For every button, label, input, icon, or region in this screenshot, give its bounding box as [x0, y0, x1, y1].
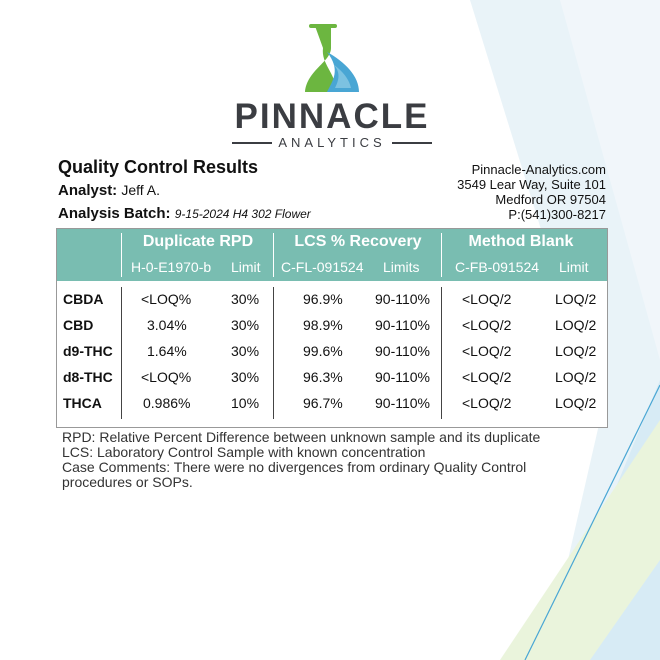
analyst-line — [58, 182, 160, 199]
group-code-lcs: C-FL-091524 — [281, 259, 364, 275]
analyte-name: CBD — [63, 317, 94, 333]
blank-limit: LOQ/2 — [555, 369, 597, 385]
analyst-label: Analyst: — [58, 182, 118, 199]
analyte-name: THCA — [63, 395, 102, 411]
group-title-blank: Method Blank — [468, 233, 574, 250]
blank-limit: LOQ/2 — [555, 395, 597, 411]
website-link[interactable]: Pinnacle-Analytics.com — [471, 162, 606, 177]
divider — [392, 142, 432, 144]
table-row — [57, 339, 607, 365]
group-code-rpd: H-0-E1970-b — [131, 259, 212, 275]
brand-name: PINNACLE — [234, 97, 430, 136]
table-row — [57, 287, 607, 313]
rpd-value: 0.986% — [143, 395, 191, 411]
note-rpd: RPD: Relative Percent Difference between unknown sample and its duplicate — [62, 429, 541, 445]
table-row — [57, 391, 607, 417]
brand-subtitle: ANALYTICS — [278, 135, 386, 150]
street-address: 3549 Lear Way, Suite 101 — [457, 177, 606, 192]
blank-limit: LOQ/2 — [555, 343, 597, 359]
divider — [121, 233, 122, 277]
group-title-rpd: Duplicate RPD — [142, 233, 254, 250]
rpd-limit: 30% — [231, 343, 260, 359]
batch-value: 9-15-2024 H4 302 Flower — [174, 207, 311, 221]
divider — [232, 142, 272, 144]
rpd-limit: 30% — [231, 291, 260, 307]
rpd-limit: 30% — [231, 369, 260, 385]
rpd-limit: 10% — [231, 395, 260, 411]
lcs-limit: 90-110% — [375, 343, 431, 359]
blank-limit: LOQ/2 — [555, 291, 597, 307]
lcs-limit: 90-110% — [375, 395, 431, 411]
group-limit-rpd: Limit — [231, 259, 261, 275]
group-code-blank: C-FB-091524 — [455, 259, 540, 275]
lcs-limit: 90-110% — [375, 317, 431, 333]
phone-number: P:(541)300-8217 — [508, 207, 606, 222]
blank-value: <LOQ/2 — [462, 291, 512, 307]
rpd-limit: 30% — [231, 317, 260, 333]
divider — [273, 233, 274, 277]
batch-label: Analysis Batch: — [58, 205, 171, 222]
lcs-value: 98.9% — [303, 317, 343, 333]
report-title: Quality Control Results — [58, 157, 259, 177]
lcs-limit: 90-110% — [375, 291, 431, 307]
footnotes — [62, 430, 592, 490]
flask-icon — [297, 22, 367, 97]
analyte-name: d9-THC — [63, 343, 113, 359]
brand-subtitle-row — [232, 135, 432, 150]
group-title-lcs: LCS % Recovery — [294, 233, 422, 250]
rpd-value: 1.64% — [147, 343, 187, 359]
table-row — [57, 365, 607, 391]
table-row — [57, 313, 607, 339]
analyst-value: Jeff A. — [121, 182, 161, 198]
lcs-value: 96.7% — [303, 395, 343, 411]
qc-results-table — [56, 228, 608, 428]
lcs-value: 96.9% — [303, 291, 343, 307]
blank-value: <LOQ/2 — [462, 317, 512, 333]
logo — [232, 22, 432, 150]
blank-value: <LOQ/2 — [462, 369, 512, 385]
rpd-value: <LOQ% — [141, 291, 192, 307]
analyte-name: d8-THC — [63, 369, 113, 385]
note-comments: Case Comments: There were no divergences from ordinary Quality Control procedures or SOPs. — [62, 459, 527, 490]
contact-block — [457, 162, 606, 222]
group-limit-blank: Limit — [559, 259, 589, 275]
blank-limit: LOQ/2 — [555, 317, 597, 333]
divider — [441, 233, 442, 277]
group-limit-lcs: Limits — [383, 259, 420, 275]
note-lcs: LCS: Laboratory Control Sample with known concentration — [62, 444, 426, 460]
blank-value: <LOQ/2 — [462, 343, 512, 359]
analyte-name: CBDA — [63, 291, 104, 307]
lcs-value: 96.3% — [303, 369, 343, 385]
table-header — [57, 229, 607, 281]
city-state-zip: Medford OR 97504 — [495, 192, 606, 207]
lcs-value: 99.6% — [303, 343, 343, 359]
batch-line — [58, 205, 311, 222]
rpd-value: 3.04% — [147, 317, 187, 333]
rpd-value: <LOQ% — [141, 369, 192, 385]
lcs-limit: 90-110% — [375, 369, 431, 385]
blank-value: <LOQ/2 — [462, 395, 512, 411]
